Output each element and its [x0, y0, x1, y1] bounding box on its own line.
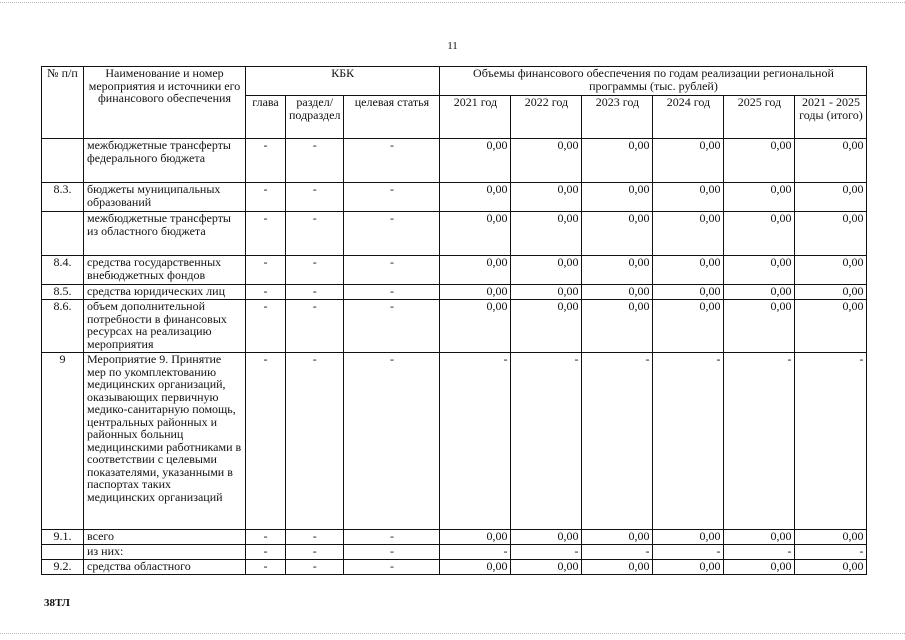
header-razdel: раздел/ подраздел [286, 96, 344, 139]
row-value: 0,00 [795, 183, 867, 212]
row-num [42, 212, 84, 256]
table-row [42, 285, 867, 300]
row-value: 0,00 [582, 530, 653, 545]
row-glava: - [246, 139, 286, 183]
row-value: 0,00 [582, 183, 653, 212]
header-glava: глава [246, 96, 286, 139]
row-glava: - [246, 530, 286, 545]
row-value: 0,00 [795, 300, 867, 353]
table-row [42, 530, 867, 545]
row-statya: - [344, 285, 440, 300]
row-statya: - [344, 300, 440, 353]
row-statya: - [344, 256, 440, 285]
row-value: 0,00 [511, 300, 582, 353]
row-glava: - [246, 256, 286, 285]
row-value: - [511, 545, 582, 560]
row-value: - [582, 545, 653, 560]
row-razdel: - [286, 212, 344, 256]
row-glava: - [246, 560, 286, 575]
row-statya: - [344, 560, 440, 575]
budget-table [41, 66, 867, 575]
table-row [42, 560, 867, 575]
row-value: 0,00 [724, 300, 795, 353]
row-statya: - [344, 212, 440, 256]
row-value: 0,00 [440, 256, 511, 285]
row-value: 0,00 [653, 139, 724, 183]
row-name: всего [84, 530, 246, 545]
row-value: 0,00 [653, 285, 724, 300]
row-value: 0,00 [724, 139, 795, 183]
table-row [42, 139, 867, 183]
row-value: 0,00 [653, 300, 724, 353]
table-row [42, 212, 867, 256]
row-value: 0,00 [795, 212, 867, 256]
row-value: 0,00 [440, 530, 511, 545]
table-row [42, 300, 867, 353]
row-value: 0,00 [724, 560, 795, 575]
row-glava: - [246, 353, 286, 530]
row-name: бюджеты муниципальных образований [84, 183, 246, 212]
footer-code: 38ТЛ [44, 597, 70, 609]
row-name: межбюджетные трансферты из областного бюджета [84, 212, 246, 256]
row-value: 0,00 [724, 212, 795, 256]
row-name: объем дополнительной потребности в финансовых ресурсах на реализацию мероприятия [84, 300, 246, 353]
row-value: - [440, 353, 511, 530]
row-name: из них: [84, 545, 246, 560]
row-razdel: - [286, 545, 344, 560]
row-razdel: - [286, 139, 344, 183]
row-name: средства государственных внебюджетных фондов [84, 256, 246, 285]
table-row [42, 256, 867, 285]
row-value: 0,00 [511, 139, 582, 183]
row-num: 8.3. [42, 183, 84, 212]
row-value: 0,00 [511, 212, 582, 256]
row-value: 0,00 [653, 560, 724, 575]
row-glava: - [246, 300, 286, 353]
row-value: 0,00 [511, 285, 582, 300]
table-row [42, 545, 867, 560]
header-year-total: 2021 - 2025 годы (итого) [795, 96, 867, 139]
row-value: 0,00 [582, 256, 653, 285]
page-number: 11 [447, 40, 458, 52]
row-num: 9 [42, 353, 84, 530]
row-razdel: - [286, 530, 344, 545]
row-razdel: - [286, 183, 344, 212]
row-value: 0,00 [795, 285, 867, 300]
row-name: средства областного [84, 560, 246, 575]
row-value: 0,00 [440, 212, 511, 256]
row-statya: - [344, 139, 440, 183]
row-value: 0,00 [724, 530, 795, 545]
row-num [42, 139, 84, 183]
table-row [42, 353, 867, 530]
row-value: 0,00 [511, 256, 582, 285]
row-value: 0,00 [653, 530, 724, 545]
row-statya: - [344, 353, 440, 530]
row-value: - [511, 353, 582, 530]
row-value: 0,00 [440, 560, 511, 575]
row-glava: - [246, 545, 286, 560]
row-razdel: - [286, 285, 344, 300]
row-num [42, 545, 84, 560]
header-kbk: КБК [246, 67, 440, 96]
row-value: 0,00 [440, 183, 511, 212]
row-value: 0,00 [582, 285, 653, 300]
row-value: 0,00 [653, 183, 724, 212]
row-value: - [724, 545, 795, 560]
row-value: - [724, 353, 795, 530]
scan-edge-top [0, 2, 905, 4]
row-value: 0,00 [440, 285, 511, 300]
row-value: 0,00 [511, 183, 582, 212]
row-value: 0,00 [511, 530, 582, 545]
row-name: средства юридических лиц [84, 285, 246, 300]
row-value: 0,00 [795, 560, 867, 575]
row-name: межбюджетные трансферты федерального бюджета [84, 139, 246, 183]
row-value: 0,00 [440, 139, 511, 183]
row-value: 0,00 [724, 183, 795, 212]
row-value: - [653, 353, 724, 530]
row-statya: - [344, 530, 440, 545]
header-year-2025: 2025 год [724, 96, 795, 139]
header-year-2021: 2021 год [440, 96, 511, 139]
row-num: 9.2. [42, 560, 84, 575]
row-value: - [795, 353, 867, 530]
row-glava: - [246, 183, 286, 212]
row-value: 0,00 [653, 256, 724, 285]
header-year-2022: 2022 год [511, 96, 582, 139]
header-year-2024: 2024 год [653, 96, 724, 139]
row-num: 9.1. [42, 530, 84, 545]
row-value: - [582, 353, 653, 530]
table-row [42, 183, 867, 212]
row-razdel: - [286, 353, 344, 530]
row-num: 8.4. [42, 256, 84, 285]
row-value: 0,00 [511, 560, 582, 575]
row-glava: - [246, 212, 286, 256]
row-statya: - [344, 545, 440, 560]
row-value: - [653, 545, 724, 560]
row-value: 0,00 [795, 139, 867, 183]
header-name: Наименование и номер мероприятия и источники его финансового обеспечения [84, 67, 246, 139]
row-value: 0,00 [795, 530, 867, 545]
row-value: 0,00 [582, 300, 653, 353]
row-value: - [440, 545, 511, 560]
row-value: - [795, 545, 867, 560]
row-value: 0,00 [582, 560, 653, 575]
row-value: 0,00 [724, 285, 795, 300]
row-value: 0,00 [795, 256, 867, 285]
header-year-2023: 2023 год [582, 96, 653, 139]
row-razdel: - [286, 300, 344, 353]
scan-edge-bottom [0, 633, 905, 635]
row-num: 8.6. [42, 300, 84, 353]
row-value: 0,00 [582, 212, 653, 256]
row-razdel: - [286, 256, 344, 285]
table-header-row-1 [42, 67, 867, 96]
row-num: 8.5. [42, 285, 84, 300]
header-statya: целевая статья [344, 96, 440, 139]
row-value: 0,00 [724, 256, 795, 285]
row-value: 0,00 [582, 139, 653, 183]
header-volumes: Объемы финансового обеспечения по годам реализации региональной программы (тыс. рублей) [440, 67, 867, 96]
row-value: 0,00 [653, 212, 724, 256]
row-statya: - [344, 183, 440, 212]
row-glava: - [246, 285, 286, 300]
header-num: № п/п [42, 67, 84, 139]
row-value: 0,00 [440, 300, 511, 353]
row-razdel: - [286, 560, 344, 575]
row-name: Мероприятие 9. Принятие мер по укомплектованию медицинских организаций, оказывающих первичную медико-санитарную помощь, центральных районных и районных больниц медицинскими работниками в соответствии с целевыми показателями, указанными в паспортах таких медицинских организаций [84, 353, 246, 530]
